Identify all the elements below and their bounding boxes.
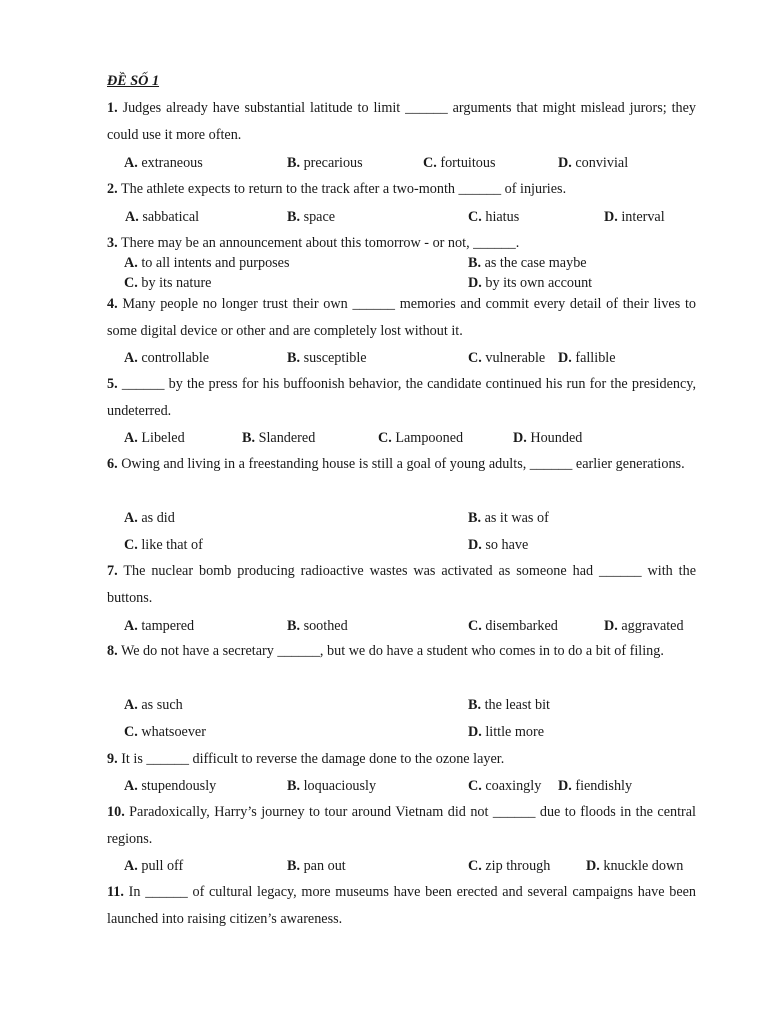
- option-text: aggravated: [621, 618, 684, 634]
- option-text: the least bit: [484, 697, 550, 713]
- option-letter: C.: [124, 275, 138, 291]
- question-text: There may be an announcement about this tomorrow - or not, ______.: [120, 235, 520, 251]
- option-letter: A.: [124, 255, 138, 271]
- question-1: [107, 95, 696, 149]
- question-text: Paradoxically, Harry’s journey to tour around Vietnam did not ______ due to floods in the central regions.: [107, 804, 696, 847]
- question-11: [107, 879, 696, 933]
- question-2: [107, 176, 696, 203]
- question-number: 5.: [107, 376, 118, 392]
- option-text: as such: [141, 697, 183, 713]
- option-3a[interactable]: [124, 253, 290, 273]
- option-text: as it was of: [484, 510, 549, 526]
- option-letter: D.: [558, 778, 572, 794]
- option-letter: A.: [124, 350, 138, 366]
- option-text: like that of: [141, 537, 203, 553]
- option-letter: A.: [124, 778, 138, 794]
- option-4a[interactable]: [124, 348, 209, 368]
- option-letter: B.: [287, 155, 301, 171]
- option-text: coaxingly: [485, 778, 542, 794]
- question-text: It is ______ difficult to reverse the damage done to the ozone layer.: [121, 751, 505, 767]
- option-text: precarious: [303, 155, 363, 171]
- option-text: hiatus: [485, 209, 520, 225]
- option-text: pull off: [141, 858, 184, 874]
- option-text: knuckle down: [603, 858, 684, 874]
- option-text: pan out: [303, 858, 346, 874]
- option-letter: B.: [287, 778, 301, 794]
- option-letter: D.: [468, 275, 482, 291]
- option-text: by its own account: [485, 275, 593, 291]
- option-text: susceptible: [303, 350, 367, 366]
- option-letter: C.: [378, 430, 392, 446]
- option-text: interval: [621, 209, 665, 225]
- option-letter: B.: [242, 430, 256, 446]
- option-text: convivial: [575, 155, 629, 171]
- question-5: [107, 371, 696, 425]
- option-letter: A.: [124, 697, 138, 713]
- option-9d[interactable]: [558, 776, 632, 796]
- option-4d[interactable]: [558, 348, 616, 368]
- option-9b[interactable]: [287, 776, 376, 796]
- question-text: Many people no longer trust their own ______ memories and commit every detail of their lives to some digital device or other and are completely lost without it.: [107, 296, 697, 339]
- option-4c[interactable]: [468, 348, 545, 368]
- option-2c[interactable]: [468, 207, 519, 227]
- option-10d[interactable]: [586, 856, 683, 876]
- option-text: tampered: [141, 618, 195, 634]
- option-letter: C.: [468, 618, 482, 634]
- question-number: 3.: [107, 235, 118, 251]
- question-number: 9.: [107, 751, 118, 767]
- option-6c[interactable]: [124, 535, 203, 555]
- option-5a[interactable]: [124, 428, 185, 448]
- question-text: We do not have a secretary ______, but we do have a student who comes in to do a bit of filing.: [120, 643, 664, 659]
- question-4: [107, 291, 696, 345]
- option-text: little more: [485, 724, 545, 740]
- option-letter: C.: [468, 858, 482, 874]
- question-3: [107, 233, 519, 253]
- option-1a[interactable]: [124, 153, 203, 173]
- option-3b[interactable]: [468, 253, 587, 273]
- option-text: to all intents and purposes: [141, 255, 290, 271]
- option-10a[interactable]: [124, 856, 183, 876]
- option-9a[interactable]: [124, 776, 216, 796]
- option-5c[interactable]: [378, 428, 463, 448]
- question-number: 1.: [107, 100, 118, 116]
- question-number: 11.: [107, 884, 124, 900]
- question-number: 8.: [107, 643, 118, 659]
- option-text: controllable: [141, 350, 210, 366]
- option-text: Slandered: [258, 430, 316, 446]
- option-1d[interactable]: [558, 153, 628, 173]
- option-1b[interactable]: [287, 153, 363, 173]
- option-text: Libeled: [141, 430, 185, 446]
- option-letter: B.: [287, 350, 301, 366]
- option-2d[interactable]: [604, 207, 665, 227]
- option-3d[interactable]: [468, 273, 592, 293]
- option-8a[interactable]: [124, 695, 183, 715]
- question-number: 4.: [107, 296, 118, 312]
- option-letter: A.: [124, 858, 138, 874]
- question-10: [107, 799, 696, 853]
- option-letter: B.: [468, 510, 482, 526]
- option-letter: B.: [468, 255, 482, 271]
- option-1c[interactable]: [423, 153, 496, 173]
- option-2a[interactable]: [125, 207, 199, 227]
- option-10c[interactable]: [468, 856, 550, 876]
- option-6b[interactable]: [468, 508, 549, 528]
- option-2b[interactable]: [287, 207, 335, 227]
- option-letter: C.: [423, 155, 437, 171]
- option-6a[interactable]: [124, 508, 175, 528]
- option-7d[interactable]: [604, 616, 684, 636]
- option-letter: B.: [287, 618, 301, 634]
- option-text: so have: [485, 537, 529, 553]
- option-text: as did: [141, 510, 175, 526]
- option-4b[interactable]: [287, 348, 367, 368]
- question-text: Owing and living in a freestanding house is still a goal of young adults, ______ earlier generations.: [121, 456, 685, 472]
- option-text: zip through: [485, 858, 551, 874]
- option-9c[interactable]: [468, 776, 541, 796]
- option-letter: D.: [604, 209, 618, 225]
- option-letter: D.: [513, 430, 527, 446]
- option-text: fallible: [575, 350, 616, 366]
- option-text: space: [303, 209, 336, 225]
- option-letter: C.: [468, 350, 482, 366]
- option-text: extraneous: [141, 155, 203, 171]
- option-text: whatsoever: [141, 724, 206, 740]
- question-text: In ______ of cultural legacy, more museums have been erected and several campaigns have been launched into raising citizen’s awareness.: [107, 884, 697, 927]
- question-text: ______ by the press for his buffoonish behavior, the candidate continued his run for the presidency, undeterred.: [107, 376, 696, 419]
- option-text: Hounded: [530, 430, 583, 446]
- option-7a[interactable]: [124, 616, 194, 636]
- option-text: as the case maybe: [484, 255, 587, 271]
- option-letter: D.: [558, 350, 572, 366]
- option-8d[interactable]: [468, 722, 544, 742]
- option-10b[interactable]: [287, 856, 346, 876]
- question-number: 10.: [107, 804, 125, 820]
- question-text: The athlete expects to return to the track after a two-month ______ of injuries.: [120, 181, 567, 197]
- option-5d[interactable]: [513, 428, 582, 448]
- option-letter: C.: [124, 724, 138, 740]
- option-text: by its nature: [141, 275, 212, 291]
- exam-title: ĐỀ SỐ 1: [107, 73, 160, 89]
- option-text: Lampooned: [395, 430, 464, 446]
- option-text: fortuitous: [440, 155, 496, 171]
- option-7c[interactable]: [468, 616, 558, 636]
- option-5b[interactable]: [242, 428, 315, 448]
- option-letter: D.: [468, 537, 482, 553]
- question-7: [107, 558, 696, 612]
- question-number: 7.: [107, 563, 118, 579]
- option-8c[interactable]: [124, 722, 206, 742]
- question-6: [107, 451, 696, 478]
- option-letter: A.: [124, 510, 138, 526]
- option-letter: A.: [124, 618, 138, 634]
- question-number: 6.: [107, 456, 118, 472]
- option-6d[interactable]: [468, 535, 528, 555]
- option-letter: B.: [287, 858, 301, 874]
- question-9: [107, 746, 696, 773]
- question-number: 2.: [107, 181, 118, 197]
- option-letter: A.: [124, 155, 138, 171]
- option-letter: C.: [468, 778, 482, 794]
- option-letter: D.: [604, 618, 618, 634]
- option-letter: B.: [287, 209, 301, 225]
- option-text: stupendously: [141, 778, 217, 794]
- option-letter: A.: [124, 430, 138, 446]
- option-text: fiendishly: [575, 778, 633, 794]
- option-7b[interactable]: [287, 616, 348, 636]
- option-letter: A.: [125, 209, 139, 225]
- option-letter: D.: [586, 858, 600, 874]
- option-3c[interactable]: [124, 273, 211, 293]
- option-text: sabbatical: [142, 209, 200, 225]
- question-8: [107, 638, 696, 665]
- option-letter: D.: [558, 155, 572, 171]
- option-letter: D.: [468, 724, 482, 740]
- question-text: Judges already have substantial latitude to limit ______ arguments that might mislead jurors; they could use it more often.: [107, 100, 697, 143]
- option-text: disembarked: [485, 618, 558, 634]
- option-letter: C.: [468, 209, 482, 225]
- option-text: soothed: [303, 618, 348, 634]
- question-text: The nuclear bomb producing radioactive wastes was activated as someone had ______ with the buttons.: [107, 563, 697, 606]
- option-8b[interactable]: [468, 695, 550, 715]
- option-text: vulnerable: [485, 350, 546, 366]
- option-letter: C.: [124, 537, 138, 553]
- option-text: loquaciously: [303, 778, 377, 794]
- option-letter: B.: [468, 697, 482, 713]
